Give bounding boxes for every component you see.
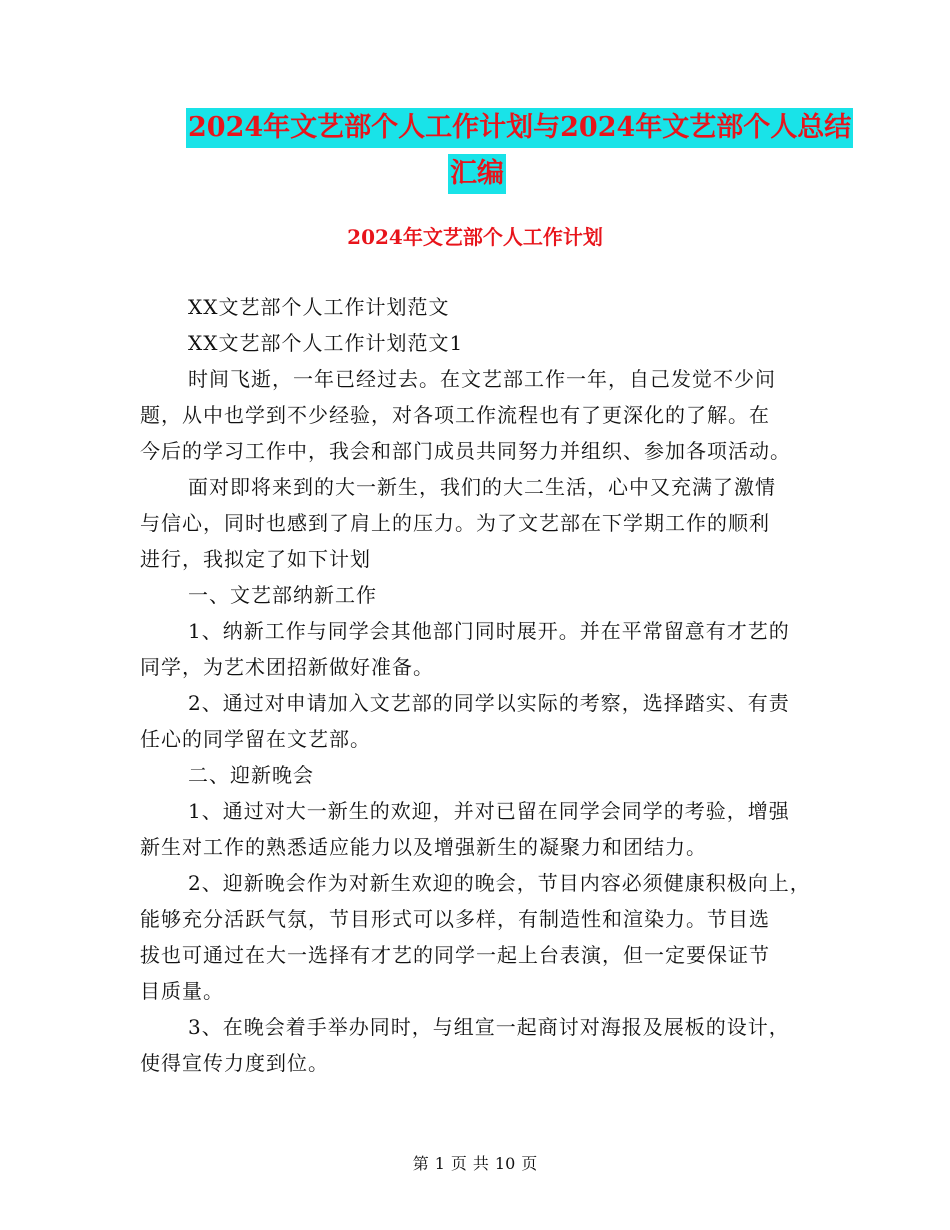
- page-footer: [0, 1152, 950, 1176]
- body-line: XX文艺部个人工作计划范文1: [188, 331, 464, 355]
- body-line: 1、通过对大一新生的欢迎，并对已留在同学会同学的考验，增强: [188, 799, 790, 823]
- title-line-2: 汇编: [448, 154, 506, 194]
- body-line: 1、纳新工作与同学会其他部门同时展开。并在平常留意有才艺的: [188, 619, 790, 643]
- body-line: XX文艺部个人工作计划范文: [188, 295, 450, 319]
- body-line: 2、通过对申请加入文艺部的同学以实际的考察，选择踏实、有责: [188, 691, 790, 715]
- footer-total-word: 共: [472, 1154, 489, 1173]
- body-line: 与信心，同时也感到了肩上的压力。为了文艺部在下学期工作的顺利: [140, 511, 770, 535]
- document-body: [140, 289, 820, 1081]
- footer-page-number: 1: [434, 1154, 445, 1173]
- body-line: 任心的同学留在文艺部。: [140, 727, 371, 751]
- footer-total-unit: 页: [521, 1154, 538, 1173]
- body-line: 2、迎新晚会作为对新生欢迎的晚会，节目内容必须健康积极向上，: [188, 871, 811, 895]
- body-line: 题，从中也学到不少经验，对各项工作流程也有了更深化的了解。在: [140, 403, 770, 427]
- body-line: 面对即将来到的大一新生，我们的大二生活，心中又充满了激情: [188, 475, 776, 499]
- section-heading: 2024年文艺部个人工作计划: [347, 225, 603, 249]
- body-line: 一、文艺部纳新工作: [188, 583, 377, 607]
- title-line-1: 2024年文艺部个人工作计划与2024年文艺部个人总结: [186, 108, 853, 148]
- body-line: 新生对工作的熟悉适应能力以及增强新生的凝聚力和团结力。: [140, 835, 707, 859]
- footer-page-unit: 页: [450, 1154, 467, 1173]
- body-line: 今后的学习工作中，我会和部门成员共同努力并组织、参加各项活动。: [140, 439, 791, 463]
- body-line: 3、在晚会着手举办同时，与组宣一起商讨对海报及展板的设计，: [188, 1015, 790, 1039]
- body-line: 使得宣传力度到位。: [140, 1051, 329, 1075]
- footer-page-word: 第: [412, 1154, 429, 1173]
- body-line: 时间飞逝，一年已经过去。在文艺部工作一年，自己发觉不少问: [188, 367, 776, 391]
- body-line: 进行，我拟定了如下计划: [140, 547, 371, 571]
- body-line: 能够充分活跃气氛，节目形式可以多样，有制造性和渲染力。节目选: [140, 907, 770, 931]
- body-line: 拔也可通过在大一选择有才艺的同学一起上台表演，但一定要保证节: [140, 943, 770, 967]
- body-line: 同学，为艺术团招新做好准备。: [140, 655, 434, 679]
- footer-total-pages: 10: [494, 1154, 516, 1173]
- body-line: 目质量。: [140, 979, 224, 1003]
- body-line: 二、迎新晚会: [188, 763, 314, 787]
